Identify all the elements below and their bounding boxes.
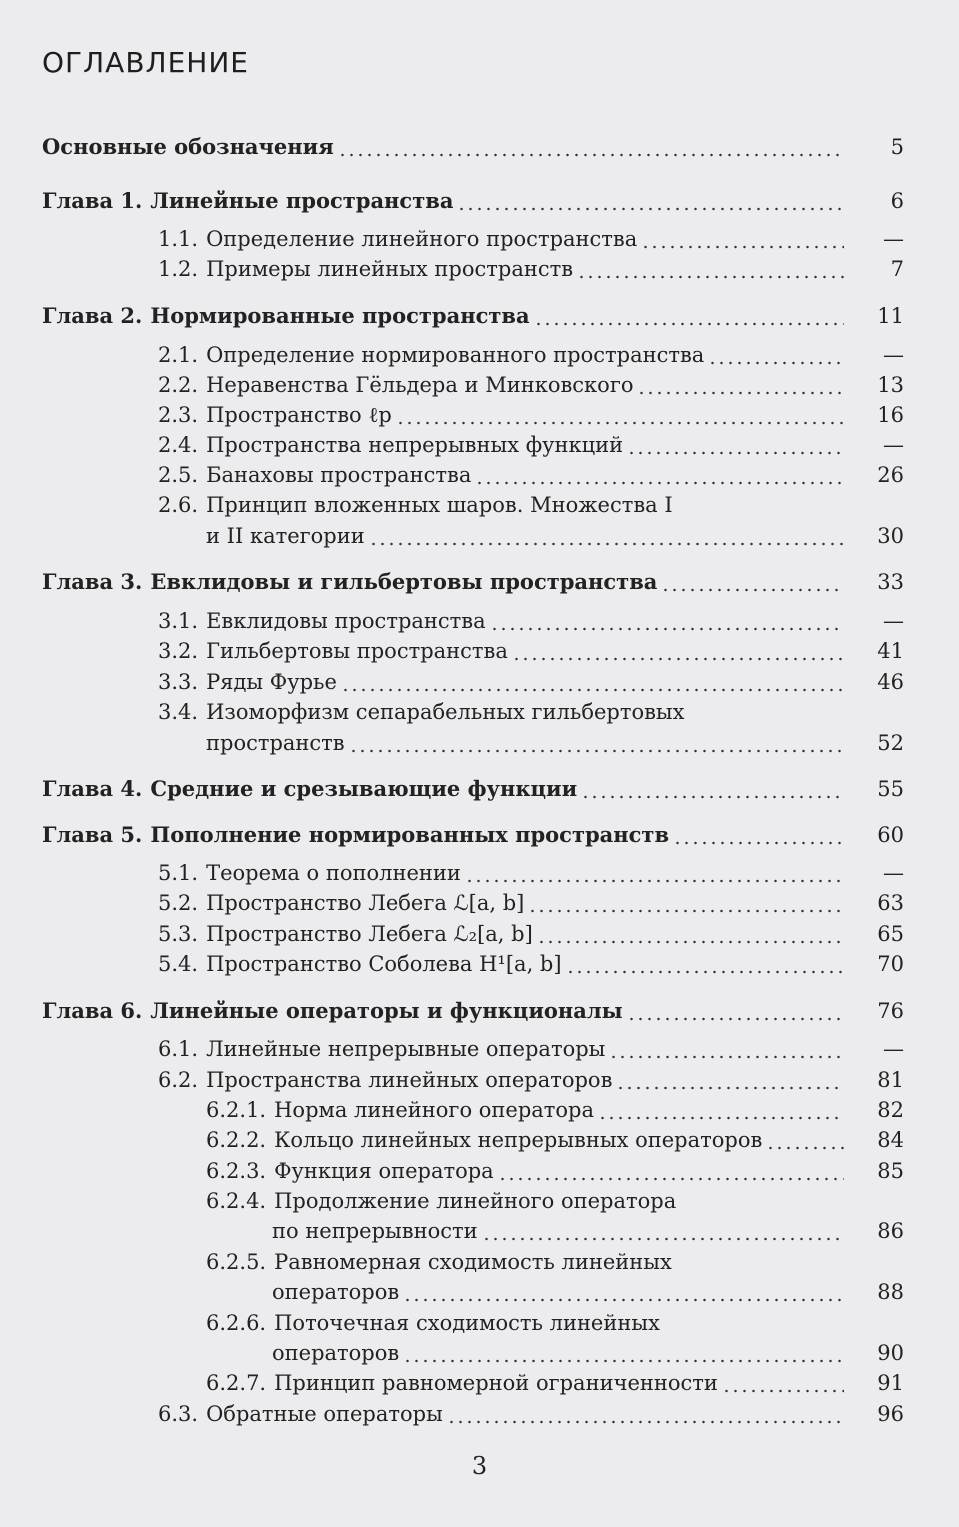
toc-entry-title: Евклидовы и гильбертовы пространства bbox=[150, 569, 658, 594]
dot-leader bbox=[534, 302, 844, 330]
dot-leader bbox=[676, 1248, 844, 1276]
toc-section-row bbox=[206, 522, 904, 550]
toc-entry-number: 6.2.4. bbox=[206, 1189, 267, 1213]
toc-section-row bbox=[206, 1157, 904, 1185]
dot-leader bbox=[627, 431, 844, 459]
toc-entry-number: 6.2. bbox=[158, 1068, 199, 1092]
toc-entry-number: 2.6. bbox=[158, 493, 199, 517]
toc-entry-title: Основные обозначения bbox=[42, 134, 334, 159]
toc-entry-title: Пространство ℓp bbox=[206, 403, 392, 427]
toc-entry-page: 55 bbox=[877, 777, 904, 801]
toc-entry-page: 41 bbox=[877, 639, 904, 663]
dot-leader bbox=[465, 859, 844, 887]
toc-entry-title: Функция оператора bbox=[274, 1159, 494, 1183]
dot-leader bbox=[577, 255, 844, 283]
toc-entry-page: — bbox=[883, 1037, 904, 1061]
toc-entry-title: Принцип вложенных шаров. Множества I bbox=[206, 493, 673, 517]
toc-entry-page: 26 bbox=[877, 463, 904, 487]
toc-entry-page: 5 bbox=[890, 135, 904, 159]
dot-leader bbox=[498, 1157, 844, 1185]
dot-leader bbox=[664, 1309, 844, 1337]
toc-entry-page: 6 bbox=[890, 189, 904, 213]
toc-entry-number: 6.1. bbox=[158, 1037, 199, 1061]
dot-leader bbox=[490, 607, 844, 635]
toc-entry-number: Глава 3. bbox=[42, 569, 143, 594]
toc-entry-title: Пополнение нормированных пространств bbox=[150, 822, 670, 847]
dot-leader bbox=[680, 1187, 844, 1215]
dot-leader bbox=[349, 729, 844, 757]
toc-section-row bbox=[158, 698, 904, 726]
toc-entry-title: операторов bbox=[272, 1341, 400, 1365]
toc-entry-title: по непрерывности bbox=[272, 1219, 478, 1243]
toc-entry-title: Нормированные пространства bbox=[150, 303, 530, 328]
dot-leader bbox=[403, 1339, 844, 1367]
toc-entry-number: Глава 6. bbox=[42, 998, 143, 1023]
toc-entry-number: Глава 1. bbox=[42, 188, 143, 213]
toc-entry-number: 3.2. bbox=[158, 639, 199, 663]
toc-entry-title: Примеры линейных пространств bbox=[206, 257, 574, 281]
toc-entry-title: Ряды Фурье bbox=[206, 670, 337, 694]
dot-leader bbox=[566, 950, 844, 978]
dot-leader bbox=[598, 1096, 844, 1124]
toc-entry-number: 6.2.5. bbox=[206, 1250, 267, 1274]
toc-entry-number: 2.5. bbox=[158, 463, 199, 487]
page-number: 3 bbox=[471, 1452, 488, 1480]
toc-section-row bbox=[158, 859, 904, 887]
toc-entry-number: 5.2. bbox=[158, 891, 199, 915]
dot-leader bbox=[708, 341, 844, 369]
dot-leader bbox=[447, 1400, 844, 1428]
toc-section-row bbox=[158, 607, 904, 635]
toc-section-row bbox=[206, 1369, 904, 1397]
toc-entry-title: и II категории bbox=[206, 524, 365, 548]
toc-entry-page: — bbox=[883, 861, 904, 885]
toc-entry-title: Линейные операторы и функционалы bbox=[150, 998, 623, 1023]
toc-entry-number: 2.3. bbox=[158, 403, 199, 427]
toc-entry-title: Обратные операторы bbox=[206, 1402, 443, 1426]
toc-section-row bbox=[272, 1278, 904, 1306]
toc-section-row bbox=[158, 371, 904, 399]
toc-entry-title: Пространства линейных операторов bbox=[206, 1068, 613, 1092]
dot-leader bbox=[616, 1066, 844, 1094]
toc-entry-title: Линейные непрерывные операторы bbox=[206, 1037, 606, 1061]
dot-leader bbox=[482, 1217, 844, 1245]
dot-leader bbox=[475, 461, 844, 489]
toc-entry-page: 90 bbox=[877, 1341, 904, 1365]
toc-entry-page: 88 bbox=[877, 1280, 904, 1304]
toc-section-row bbox=[158, 920, 904, 948]
toc-section-row bbox=[158, 341, 904, 369]
toc-entry-title: Средние и срезывающие функции bbox=[150, 776, 578, 801]
dot-leader bbox=[341, 668, 844, 696]
dot-leader bbox=[537, 920, 844, 948]
toc-chapter-row bbox=[42, 568, 904, 596]
toc-entry-number: 5.4. bbox=[158, 952, 199, 976]
toc-entry-page: 70 bbox=[877, 952, 904, 976]
toc-entry-page: 11 bbox=[877, 304, 904, 328]
toc-section-row bbox=[158, 401, 904, 429]
toc-entry-page: 60 bbox=[877, 823, 904, 847]
toc-entry-page: 84 bbox=[877, 1128, 904, 1152]
toc-section-row bbox=[158, 461, 904, 489]
dot-leader bbox=[338, 133, 844, 161]
toc-section-row bbox=[206, 729, 904, 757]
toc-entry-number: 3.3. bbox=[158, 670, 199, 694]
toc-section-row bbox=[272, 1217, 904, 1245]
toc-entry-number: 6.2.2. bbox=[206, 1128, 267, 1152]
toc-section-row bbox=[158, 491, 904, 519]
dot-leader bbox=[641, 225, 844, 253]
dot-leader bbox=[396, 401, 844, 429]
toc-entry-title: Равномерная сходимость линейных bbox=[274, 1250, 672, 1274]
toc-chapter-row bbox=[42, 997, 904, 1025]
toc-entry-page: 86 bbox=[877, 1219, 904, 1243]
toc-entry-page: 16 bbox=[877, 403, 904, 427]
dot-leader bbox=[661, 568, 844, 596]
toc-chapter-row bbox=[42, 775, 904, 803]
toc-chapter-row bbox=[42, 302, 904, 330]
toc-entry-page: 81 bbox=[877, 1068, 904, 1092]
toc-entry-title: Принцип равномерной ограниченности bbox=[274, 1371, 718, 1395]
toc-entry-page: — bbox=[883, 609, 904, 633]
toc-entry-title: Линейные пространства bbox=[150, 188, 454, 213]
dot-leader bbox=[688, 698, 844, 726]
toc-entry-number: 6.3. bbox=[158, 1402, 199, 1426]
dot-leader bbox=[581, 775, 844, 803]
toc-entry-title: Пространство Лебега ℒ[a, b] bbox=[206, 891, 525, 915]
toc-entry-number: 5.1. bbox=[158, 861, 199, 885]
toc-entry-page: 65 bbox=[877, 922, 904, 946]
toc-section-row bbox=[206, 1187, 904, 1215]
dot-leader bbox=[512, 637, 844, 665]
toc-section-row bbox=[158, 950, 904, 978]
toc-entry-title: Поточечная сходимость линейных bbox=[274, 1311, 660, 1335]
toc-heading: ОГЛАВЛЕНИЕ bbox=[42, 46, 249, 79]
dot-leader bbox=[457, 187, 844, 215]
toc-entry-page: — bbox=[883, 343, 904, 367]
dot-leader bbox=[766, 1126, 844, 1154]
toc-entry-title: Кольцо линейных непрерывных операторов bbox=[274, 1128, 763, 1152]
dot-leader bbox=[627, 997, 844, 1025]
toc-entry-page: 85 bbox=[877, 1159, 904, 1183]
toc-entry-number: 6.2.7. bbox=[206, 1371, 267, 1395]
toc-entry-title: операторов bbox=[272, 1280, 400, 1304]
toc-entry-page: 46 bbox=[877, 670, 904, 694]
toc-entry-title: Определение линейного пространства bbox=[206, 227, 638, 251]
toc-section-row bbox=[206, 1309, 904, 1337]
toc-section-row bbox=[158, 1035, 904, 1063]
dot-leader bbox=[528, 889, 844, 917]
toc-section-row bbox=[158, 1066, 904, 1094]
toc-entry-number: Глава 4. bbox=[42, 776, 143, 801]
toc-entry-page: 13 bbox=[877, 373, 904, 397]
toc-entry-page: 82 bbox=[877, 1098, 904, 1122]
toc-entry-title: Пространства непрерывных функций bbox=[206, 433, 624, 457]
toc-chapter-row bbox=[42, 187, 904, 215]
toc-entry-number: Глава 5. bbox=[42, 822, 143, 847]
toc-entry-page: 76 bbox=[877, 999, 904, 1023]
toc-entry-number: 3.1. bbox=[158, 609, 199, 633]
toc-entry-title: Пространство Лебега ℒ₂[a, b] bbox=[206, 922, 533, 946]
toc-entry-title: Теорема о пополнении bbox=[206, 861, 461, 885]
toc-entry-page: 96 bbox=[877, 1402, 904, 1426]
toc-entry-number: 2.4. bbox=[158, 433, 199, 457]
toc-chapter-row bbox=[42, 133, 904, 161]
toc-section-row bbox=[206, 1126, 904, 1154]
toc-entry-number: 6.2.1. bbox=[206, 1098, 267, 1122]
dot-leader bbox=[637, 371, 844, 399]
toc-entry-number: 2.2. bbox=[158, 373, 199, 397]
toc-section-row bbox=[272, 1339, 904, 1367]
toc-section-row bbox=[158, 637, 904, 665]
toc-entry-page: — bbox=[883, 227, 904, 251]
toc-entry-number: 1.2. bbox=[158, 257, 199, 281]
toc-section-row bbox=[158, 889, 904, 917]
toc-entry-title: Неравенства Гёльдера и Минковского bbox=[206, 373, 634, 397]
dot-leader bbox=[403, 1278, 844, 1306]
toc-entry-title: Определение нормированного пространства bbox=[206, 343, 705, 367]
toc-section-row bbox=[158, 431, 904, 459]
toc-entry-number: 5.3. bbox=[158, 922, 199, 946]
dot-leader bbox=[673, 821, 844, 849]
toc-entry-title: Банаховы пространства bbox=[206, 463, 472, 487]
toc-section-row bbox=[158, 1400, 904, 1428]
toc-entry-title: Продолжение линейного оператора bbox=[274, 1189, 677, 1213]
toc-section-row bbox=[158, 255, 904, 283]
dot-leader bbox=[609, 1035, 844, 1063]
toc-entry-page: — bbox=[883, 433, 904, 457]
toc-entry-number: 2.1. bbox=[158, 343, 199, 367]
dot-leader bbox=[369, 522, 844, 550]
toc-section-row bbox=[158, 668, 904, 696]
toc-entry-title: Изоморфизм сепарабельных гильбертовых bbox=[206, 700, 685, 724]
toc-section-row bbox=[158, 225, 904, 253]
toc-entry-page: 63 bbox=[877, 891, 904, 915]
toc-entry-title: пространств bbox=[206, 731, 345, 755]
dot-leader bbox=[677, 491, 844, 519]
toc-entry-page: 52 bbox=[877, 731, 904, 755]
toc-entry-page: 30 bbox=[877, 524, 904, 548]
toc-entry-number: 6.2.6. bbox=[206, 1311, 267, 1335]
toc-entry-title: Гильбертовы пространства bbox=[206, 639, 508, 663]
toc-entry-number: 3.4. bbox=[158, 700, 199, 724]
toc-entry-page: 91 bbox=[877, 1371, 904, 1395]
toc-entry-page: 33 bbox=[877, 570, 904, 594]
toc-entry-title: Норма линейного оператора bbox=[274, 1098, 595, 1122]
dot-leader bbox=[722, 1369, 844, 1397]
toc-entry-title: Евклидовы пространства bbox=[206, 609, 486, 633]
toc-entry-number: 6.2.3. bbox=[206, 1159, 267, 1183]
toc-section-row bbox=[206, 1248, 904, 1276]
toc-entry-title: Пространство Соболева H¹[a, b] bbox=[206, 952, 562, 976]
toc-entry-page: 7 bbox=[890, 257, 904, 281]
toc-section-row bbox=[206, 1096, 904, 1124]
toc-entry-number: Глава 2. bbox=[42, 303, 143, 328]
toc-entry-number: 1.1. bbox=[158, 227, 199, 251]
toc-chapter-row bbox=[42, 821, 904, 849]
